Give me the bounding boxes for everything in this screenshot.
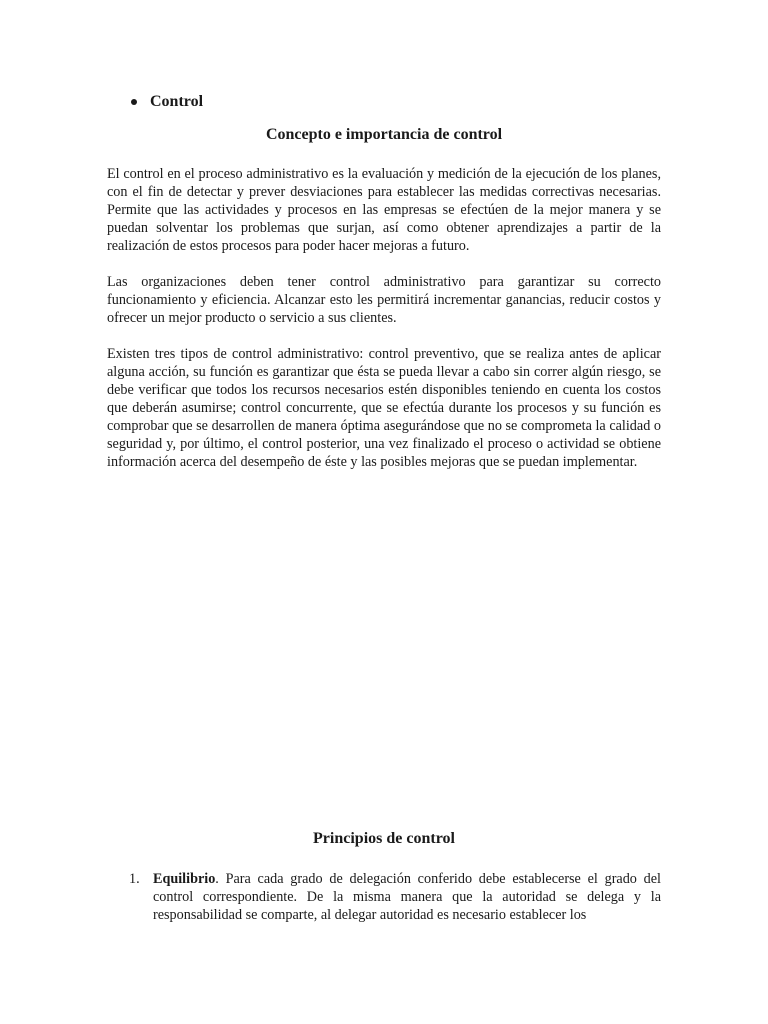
paragraph-3: Existen tres tipos de control administrativo: control preventivo, que se realiza antes de aplicar alguna acción, su función es garantizar que ésta se pueda llevar a cabo sin correr algún riesgo, se debe verificar que todos los recursos necesarios estén disponibles teniendo en cuenta los costos que deberán asumirse; control concurrente, que se efectúa durante los procesos y su función es comprobar que se desarrollen de manera óptima asegurándose que no se comprometa la calidad o seguridad y, por último, el control posterior, una vez finalizado el proceso o actividad se obtiene información acerca del desempeño de éste y las posibles mejoras que se puedan implementar. bbox=[107, 346, 661, 470]
list-item-number: 1. bbox=[129, 871, 140, 887]
principles-list bbox=[129, 870, 661, 924]
paragraph-1: El control en el proceso administrativo es la evaluación y medición de la ejecución de los planes, con el fin de detectar y prever desviaciones para establecer las medidas correctivas necesarias. Permite que las actividades y procesos en las empresas se efectúen de la mejor manera y se puedan solventar los problemas que surjan, así como obtener aprendizajes a partir de la realización de estos procesos para poder hacer mejoras a futuro. bbox=[107, 166, 661, 254]
list-item bbox=[129, 870, 661, 924]
bullet-icon bbox=[131, 99, 137, 105]
bullet-heading bbox=[131, 93, 203, 111]
list-item-text: . Para cada grado de delegación conferido debe establecerse el grado del control correspondiente. De la misma manera que la autoridad se delega y la responsabilidad se comparte, al delegar autoridad es necesario establecer los bbox=[153, 871, 661, 923]
section-title-principios: Principios de control bbox=[313, 830, 455, 847]
section-title-concepto: Concepto e importancia de control bbox=[265, 126, 503, 143]
list-item-term: Equilibrio bbox=[153, 871, 216, 887]
list-item-body bbox=[153, 870, 661, 924]
paragraph-2: Las organizaciones deben tener control administrativo para garantizar su correcto funcionamiento y eficiencia. Alcanzar esto les permitirá incrementar ganancias, reducir costos y ofrecer un mejor producto o servicio a sus clientes. bbox=[107, 274, 661, 326]
bullet-heading-text: Control bbox=[150, 93, 204, 110]
